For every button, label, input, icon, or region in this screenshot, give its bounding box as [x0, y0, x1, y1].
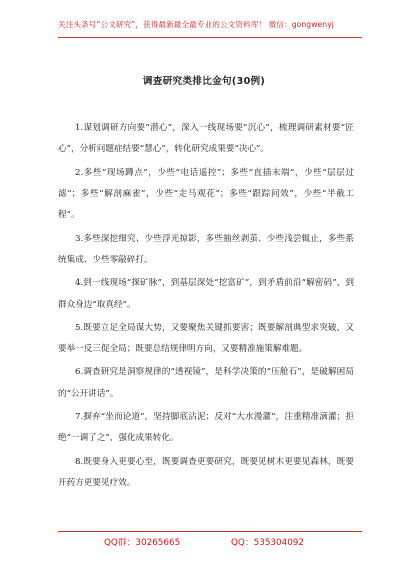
- footer: [0, 535, 408, 548]
- footer-qq-group: QQ群：30265665: [103, 538, 181, 548]
- page-title: 调查研究类排比金句(30例): [142, 76, 266, 87]
- paragraph-5: 5.既要立足全局谋大势，又要聚焦关键抓要害；既要解剖典型求突破，又要举一反三促全局；既要总结规律明方向，又要精准施策解难题。: [58, 322, 354, 355]
- paragraph-7: 7.摒弃“坐而论道”，坚持脚底沾泥；反对“大水漫灌”，注重精准滴灌；拒绝“一调了之”，强化成果转化。: [58, 412, 354, 444]
- header-divider: [58, 37, 362, 38]
- paragraph-4: 4.到一线现场“探矿脉”，到基层深处“挖富矿”，到矛盾前沿“解密码”，到群众身边“取真经”。: [58, 278, 354, 310]
- paragraph-1: 1.谋划调研方向要“潜心”，深入一线现场要“沉心”，梳理调研素材要“匠心”，分析问题症结要“慧心”，转化研究成果要“决心”。: [58, 123, 354, 155]
- paragraph-8: 8.既要身入更要心至，既要调查更要研究，既要见树木更要见森林，既要开药方更要见疗效。: [58, 456, 354, 489]
- paragraph-6: 6.调查研究是洞察规律的“透视镜”，是科学决策的“压舱石”，是破解困局的“公开讲话”。: [58, 367, 354, 399]
- paragraph-2: 2.多些“现场蹲点”，少些“电话遥控”；多些“直插末端”，少些“层层过滤”；多些“解剖麻雀”，少些“走马观花”；多些“跟踪问效”，少些“半截工程”。: [58, 167, 354, 221]
- footer-qq: QQ：535304092: [230, 538, 305, 548]
- paragraph-3: 3.多些深挖细究、少些浮光掠影，多些抽丝剥茧、少些浅尝辄止，多些系统集成、少些零敲碎打。: [58, 233, 354, 266]
- header-banner: 关注头条号“公文研究”，获得最新最全最专业的公文资料库！ 微信：gongwenyj: [58, 20, 334, 29]
- footer-divider: [58, 531, 362, 532]
- document-body: [58, 118, 354, 496]
